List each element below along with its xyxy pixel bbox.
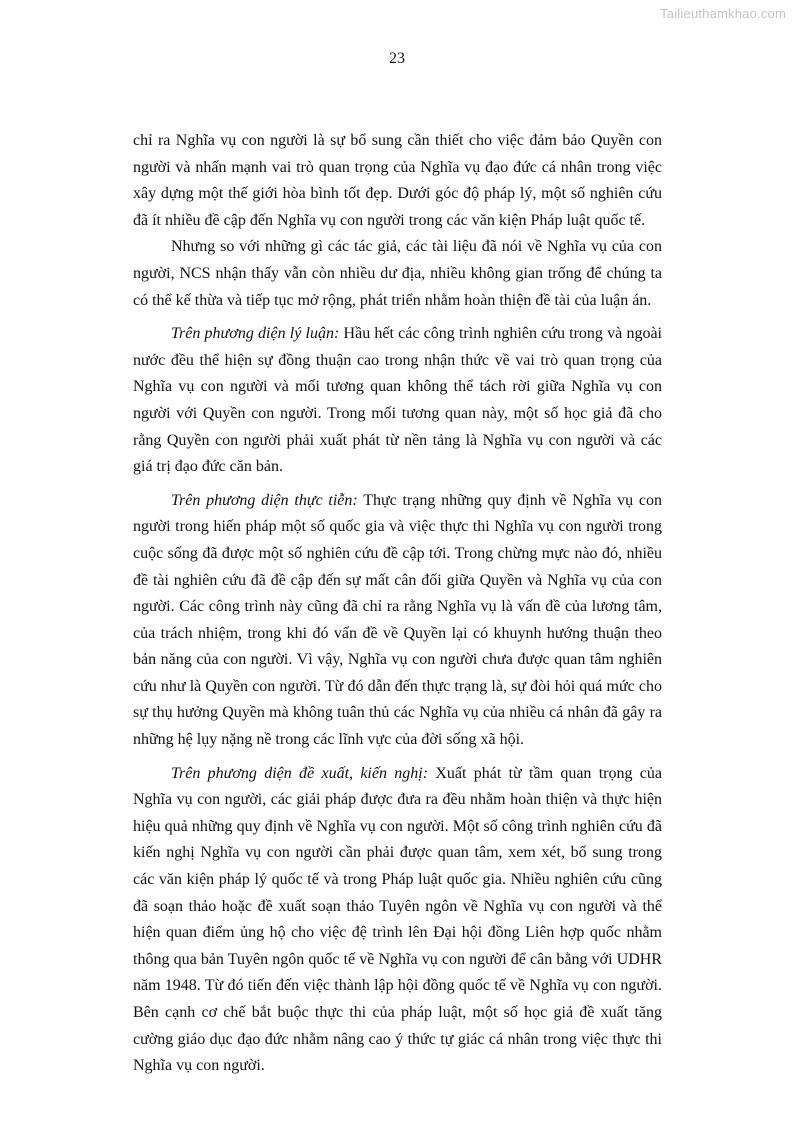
paragraph-2-text: Nhưng so với những gì các tác giả, các tài liệu đã nói về Nghĩa vụ của con người, NCS nhận thấy vẫn còn nhiều dư địa, nhiều không gian trống để chúng ta có thể kế thừa và tiếp tục mở rộng, phát triển nhằm hoàn thiện đề tài của luận án. (133, 238, 662, 309)
paragraph-theory-lead: Trên phương diện lý luận: (171, 325, 340, 343)
paragraph-1 (133, 128, 662, 234)
document-body (133, 128, 662, 1080)
paragraph-practice-lead: Trên phương diện thực tiễn: (171, 491, 358, 509)
paragraph-practice-text: Thực trạng những quy định về Nghĩa vụ con người trong hiến pháp một số quốc gia và việc thực thi Nghĩa vụ con người trong cuộc sống đã được một số nghiên cứu đề cập tới. Trong chừng mực nào đó, nhiều đề tài nghiên cứu đã đề cập đến sự mất cân đối giữa Quyền và Nghĩa vụ của con người. Các công trình này cũng đã chỉ ra rằng Nghĩa vụ là vấn đề của lương tâm, của trách nhiệm, trong khi đó vấn đề về Quyền lại có khuynh hướng thuận theo bản năng của con người. Vì vậy, Nghĩa vụ con người chưa được quan tâm nghiên cứu như là Quyền con người. Từ đó dẫn đến thực trạng là, sự đòi hỏi quá mức cho sự thụ hưởng Quyền mà không tuân thủ các Nghĩa vụ của nhiều cá nhân đã gây ra những hệ lụy nặng nề trong các lĩnh vực của đời sống xã hội. (133, 491, 662, 749)
paragraph-theory-text: Hầu hết các công trình nghiên cứu trong và ngoài nước đều thể hiện sự đồng thuận cao trong nhận thức về vai trò quan trọng của Nghĩa vụ con người và mối tương quan không thể tách rời giữa Nghĩa vụ con người với Quyền con người. Trong mối tương quan này, một số học giả đã cho rằng Quyền con người phải xuất phát từ nền tảng là Nghĩa vụ con người và các giá trị đạo đức căn bản. (133, 325, 662, 476)
paragraph-proposal (133, 761, 662, 1080)
paragraph-proposal-lead: Trên phương diện đề xuất, kiến nghị: (171, 764, 429, 782)
watermark: Tailieuthamkhao.com (660, 6, 786, 21)
paragraph-proposal-text: Xuất phát từ tầm quan trọng của Nghĩa vụ con người, các giải pháp được đưa ra đều nhằm hoàn thiện và thực hiện hiệu quả những quy định về Nghĩa vụ con người. Một số công trình nghiên cứu đã kiến nghị Nghĩa vụ con người cần phải được quan tâm, xem xét, bổ sung trong các văn kiện pháp lý quốc tế và trong Pháp luật quốc gia. Nhiều nghiên cứu cũng đã soạn thảo hoặc đề xuất soạn thảo Tuyên ngôn về Nghĩa vụ con người và thể hiện quan điểm ủng hộ cho việc đệ trình lên Đại hội đồng Liên hợp quốc nhằm thông qua bản Tuyên ngôn quốc tế về Nghĩa vụ con người để cân bằng với UDHR năm 1948. Từ đó tiến đến việc thành lập hội đồng quốc tế về Nghĩa vụ con người. Bên cạnh cơ chế bắt buộc thực thi của pháp luật, một số học giả đề xuất tăng cường giáo dục đạo đức nhằm nâng cao ý thức tự giác cá nhân trong việc thực thi Nghĩa vụ con người. (133, 764, 662, 1075)
page-number: 23 (389, 50, 405, 67)
paragraph-practice (133, 488, 662, 754)
paragraph-1-text: chỉ ra Nghĩa vụ con người là sự bổ sung cần thiết cho việc đảm bảo Quyền con người và nhấn mạnh vai trò quan trọng của Nghĩa vụ đạo đức cá nhân trong việc xây dựng một thế giới hòa bình tốt đẹp. Dưới góc độ pháp lý, một số nghiên cứu đã ít nhiều đề cập đến Nghĩa vụ con người trong các văn kiện Pháp luật quốc tế. (133, 132, 662, 229)
paragraph-2 (133, 234, 662, 314)
paragraph-theory (133, 321, 662, 481)
